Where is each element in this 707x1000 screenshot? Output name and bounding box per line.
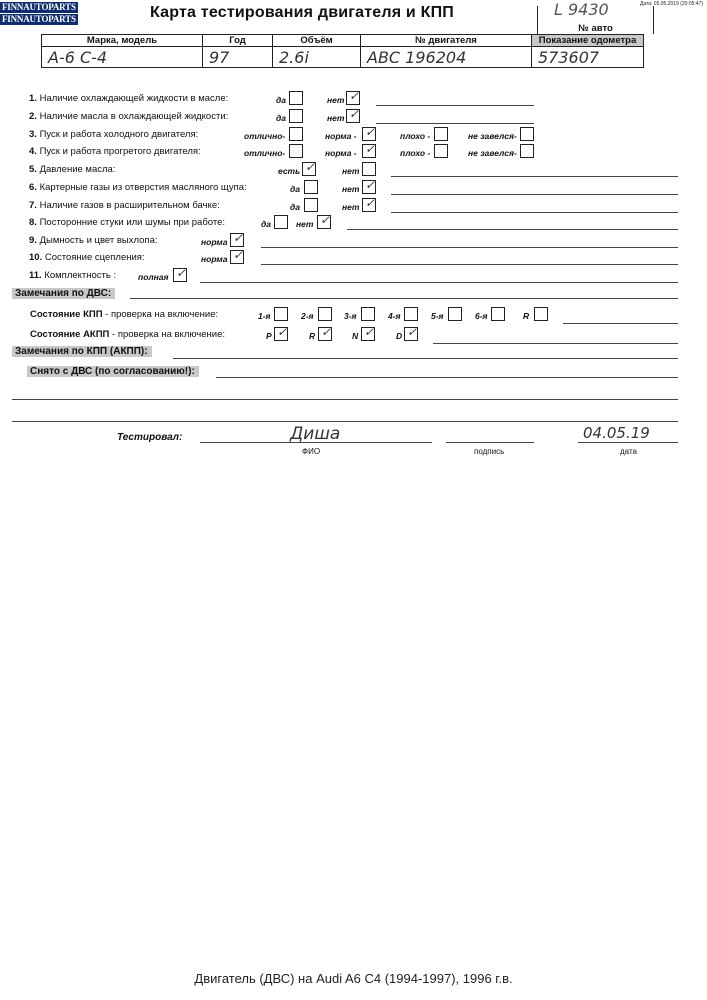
checkbox[interactable] — [448, 307, 462, 321]
line — [12, 399, 678, 400]
engine-no-header: № двигателя — [361, 35, 532, 47]
item-4: 4. Пуск и работа прогретого двигателя: — [29, 146, 201, 157]
make-value: A-6 C-4 — [42, 47, 203, 68]
signature-fio: Диша — [290, 424, 341, 444]
line — [261, 264, 678, 265]
line — [347, 229, 678, 230]
auto-number-label: № авто — [578, 23, 613, 34]
checkbox[interactable] — [304, 198, 318, 212]
checkbox[interactable] — [289, 109, 303, 123]
line — [200, 282, 678, 283]
checkbox[interactable] — [289, 144, 303, 158]
kpp-row: Состояние КПП - проверка на включение: — [30, 309, 219, 320]
akpp-d-label: D — [396, 331, 403, 341]
item-6: 6. Картерные газы из отверстия масляного щупа: — [29, 182, 247, 193]
opt-norm: норма — [201, 254, 228, 264]
akpp-n-label: N — [352, 331, 359, 341]
opt-no-start: не завелся- — [468, 148, 517, 158]
line — [446, 442, 534, 443]
checkbox-checked[interactable]: ✓ — [318, 327, 332, 341]
gear-3-label: 3-я — [344, 311, 357, 321]
checkbox[interactable] — [404, 307, 418, 321]
gear-6-label: 6-я — [475, 311, 488, 321]
line — [433, 343, 678, 344]
checkbox-checked[interactable]: ✓ — [346, 109, 360, 123]
opt-no: нет — [342, 166, 360, 176]
akpp-row: Состояние АКПП - проверка на включение: — [30, 329, 225, 340]
opt-no: нет — [342, 184, 360, 194]
sign-label: подпись — [474, 447, 505, 456]
checkbox-checked[interactable]: ✓ — [404, 327, 418, 341]
opt-normal: норма - — [325, 131, 357, 141]
checkbox[interactable] — [534, 307, 548, 321]
checkbox[interactable] — [289, 91, 303, 105]
gear-r-label: R — [523, 311, 530, 321]
checkbox-checked[interactable]: ✓ — [362, 127, 376, 141]
checkbox-checked[interactable]: ✓ — [173, 268, 187, 282]
gear-2-label: 2-я — [301, 311, 314, 321]
opt-bad: плохо - — [400, 131, 431, 141]
form-title: Карта тестирования двигателя и КПП — [150, 4, 454, 21]
auto-number-cell — [537, 0, 654, 34]
opt-norm: норма — [201, 237, 228, 247]
odometer-header: Показание одометра — [532, 35, 644, 47]
make-header: Марка, модель — [42, 35, 203, 47]
opt-full: полная — [138, 272, 169, 282]
akpp-r-label: R — [309, 331, 316, 341]
opt-yes: да — [261, 219, 271, 229]
year-header: Год — [203, 35, 273, 47]
line — [563, 323, 678, 324]
line — [578, 442, 678, 443]
akpp-p-label: P — [266, 331, 272, 341]
line — [200, 442, 432, 443]
header-table — [41, 34, 644, 68]
checkbox[interactable] — [434, 127, 448, 141]
checkbox-checked[interactable]: ✓ — [362, 198, 376, 212]
opt-no-start: не завелся- — [468, 131, 517, 141]
tested-label: Тестировал: — [117, 432, 183, 443]
line — [173, 358, 678, 359]
line — [391, 176, 678, 177]
removed-label: Снято с ДВС (по согласованию!): — [27, 366, 199, 377]
engine-no-value: ABC 196204 — [361, 47, 532, 68]
auto-number-value: L 9430 — [554, 0, 609, 19]
volume-header: Объём — [273, 35, 361, 47]
checkbox[interactable] — [434, 144, 448, 158]
scanned-form — [0, 0, 707, 470]
checkbox-checked[interactable]: ✓ — [274, 327, 288, 341]
opt-excellent: отлично- — [244, 131, 286, 141]
opt-yes: да — [290, 184, 300, 194]
opt-no: нет — [342, 202, 360, 212]
image-caption: Двигатель (ДВС) на Audi A6 C4 (1994-1997), 1996 г.в. — [194, 971, 513, 986]
line — [130, 298, 678, 299]
checkbox-checked[interactable]: ✓ — [362, 144, 376, 158]
date-stamp: Дата: 05.05.2019 (20:05:47) — [639, 1, 703, 7]
date-value: 04.05.19 — [583, 424, 650, 442]
dvs-notes-label: Замечания по ДВС: — [12, 288, 115, 299]
opt-bad: плохо - — [400, 148, 431, 158]
opt-normal: норма - — [325, 148, 357, 158]
gear-1-label: 1-я — [258, 311, 271, 321]
gear-5-label: 5-я — [431, 311, 444, 321]
opt-no: нет — [327, 113, 345, 123]
checkbox-checked[interactable]: ✓ — [230, 250, 244, 264]
kpp-notes-label: Замечания по КПП (АКПП): — [12, 346, 152, 357]
checkbox[interactable] — [318, 307, 332, 321]
opt-yes: да — [276, 113, 286, 123]
date-label: дата — [620, 447, 637, 456]
line — [376, 123, 534, 124]
odometer-value: 573607 — [532, 47, 644, 68]
checkbox[interactable] — [274, 307, 288, 321]
item-3: 3. Пуск и работа холодного двигателя: — [29, 129, 199, 140]
checkbox[interactable] — [289, 127, 303, 141]
checkbox-checked[interactable]: ✓ — [317, 215, 331, 229]
gear-4-label: 4-я — [388, 311, 401, 321]
checkbox-checked[interactable]: ✓ — [361, 327, 375, 341]
opt-yes: да — [276, 95, 286, 105]
checkbox[interactable] — [361, 307, 375, 321]
checkbox-checked[interactable]: ✓ — [362, 180, 376, 194]
item-8: 8. Посторонние стуки или шумы при работе: — [29, 217, 225, 228]
volume-value: 2.6i — [273, 47, 361, 68]
opt-no: нет — [296, 219, 314, 229]
item-7: 7. Наличие газов в расширительном бачке: — [29, 200, 220, 211]
line — [391, 212, 678, 213]
year-value: 97 — [203, 47, 273, 68]
checkbox-checked[interactable]: ✓ — [302, 162, 316, 176]
item-10: 10. Состояние сцепления: — [29, 252, 145, 263]
checkbox[interactable] — [520, 144, 534, 158]
item-1: 1. Наличие охлаждающей жидкости в масле: — [29, 93, 229, 104]
line — [12, 421, 678, 422]
opt-yes: да — [290, 202, 300, 212]
item-11: 11. Комплектность : — [29, 270, 117, 281]
item-2: 2. Наличие масла в охлаждающей жидкости: — [29, 111, 229, 122]
checkbox[interactable] — [274, 215, 288, 229]
line — [391, 194, 678, 195]
opt-present: есть — [278, 166, 301, 176]
line — [376, 105, 534, 106]
opt-excellent: отлично- — [244, 148, 286, 158]
line — [261, 247, 678, 248]
line — [216, 377, 678, 378]
logo: FINNAUTOPARTS — [0, 14, 78, 25]
checkbox[interactable] — [362, 162, 376, 176]
logo: FINNAUTOPARTS — [0, 2, 78, 13]
checkbox[interactable] — [520, 127, 534, 141]
fio-label: ФИО — [302, 447, 321, 456]
checkbox-checked[interactable]: ✓ — [230, 233, 244, 247]
checkbox[interactable] — [491, 307, 505, 321]
opt-no: нет — [327, 95, 345, 105]
checkbox-checked[interactable]: ✓ — [346, 91, 360, 105]
checkbox[interactable] — [304, 180, 318, 194]
item-9: 9. Дымность и цвет выхлопа: — [29, 235, 158, 246]
item-5: 5. Давление масла: — [29, 164, 116, 175]
